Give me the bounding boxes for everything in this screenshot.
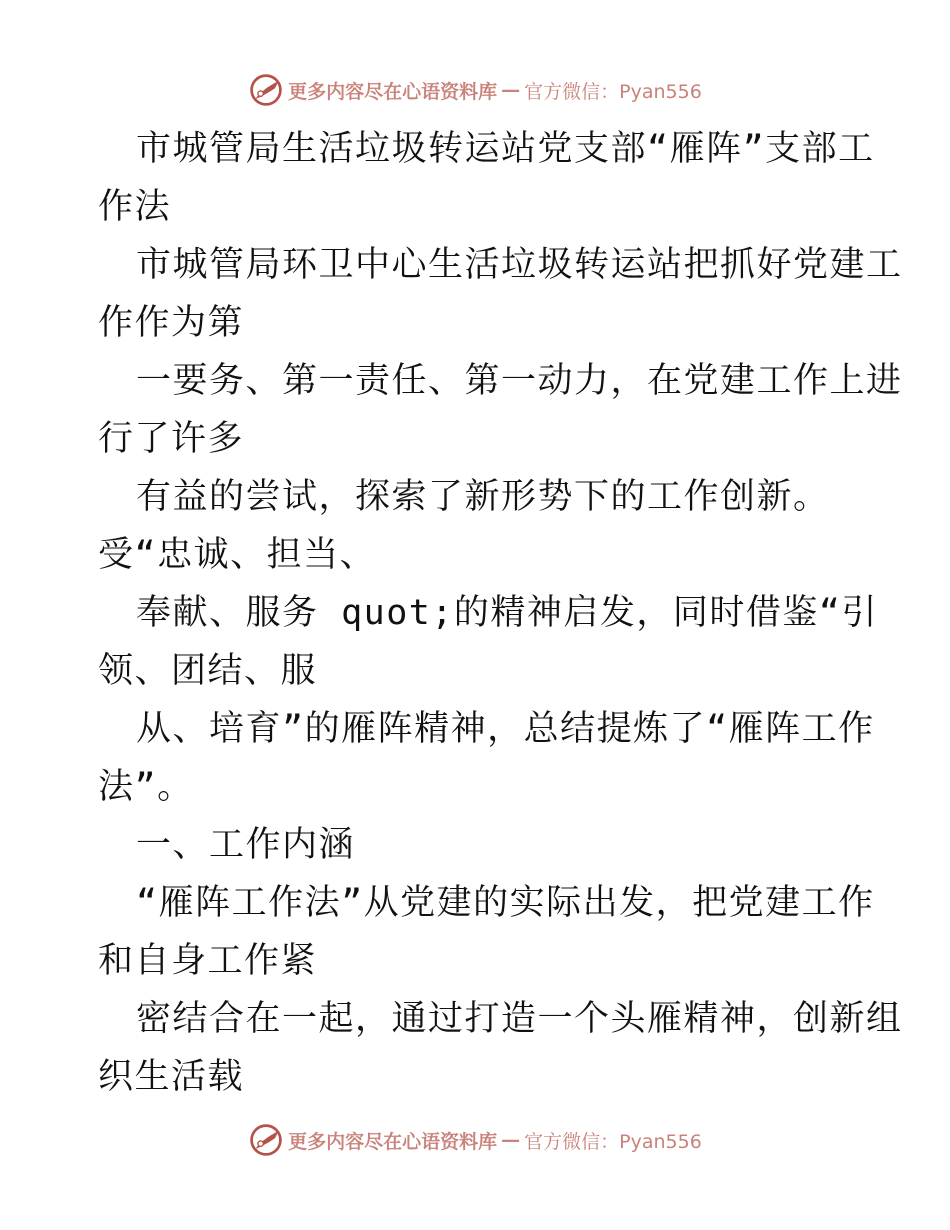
footer-banner-content [248,1120,702,1160]
text-line: 作作为第 [98,303,245,343]
text-line: 织生活载 [98,1057,245,1097]
text-line: 作法 [98,187,172,227]
pen-logo-icon [248,1122,284,1158]
text-line: 受“忠诚、担当、 [98,535,377,575]
footer-contact-text: 官方微信：Pyan556 [524,1130,702,1153]
header-banner-content [248,70,702,110]
text-line: 法”。 [98,767,194,807]
text-line: 市城管局生活垃圾转运站党支部“雁阵”支部工 [136,129,875,169]
text-line: 领、团结、服 [98,651,318,691]
text-line: 奉献、服务 quot;的精神启发，同时借鉴“引 [136,593,879,633]
header-banner [0,70,950,110]
text-line: 市城管局环卫中心生活垃圾转运站把抓好党建工 [136,245,903,285]
header-separator: — [501,79,521,101]
text-line: 一要务、第一责任、第一动力，在党建工作上进 [136,361,903,401]
footer-brand-text: 更多内容尽在心语资料库 [288,1130,498,1153]
text-line: 和自身工作紧 [98,941,318,981]
header-brand-text: 更多内容尽在心语资料库 [288,80,498,103]
text-line: 从、培育”的雁阵精神，总结提炼了“雁阵工作 [136,709,875,749]
text-line: 有益的尝试，探索了新形势下的工作创新。 [136,477,830,517]
document-body [98,120,903,1106]
header-contact-text: 官方微信：Pyan556 [524,80,702,103]
footer-banner [0,1120,950,1160]
section-heading: 一、工作内涵 [136,825,356,865]
footer-separator: — [501,1129,521,1151]
text-line: “雁阵工作法”从党建的实际出发，把党建工作 [136,883,875,923]
pen-logo-icon [248,72,284,108]
text-line: 行了许多 [98,419,245,459]
text-line: 密结合在一起，通过打造一个头雁精神，创新组 [136,999,903,1039]
